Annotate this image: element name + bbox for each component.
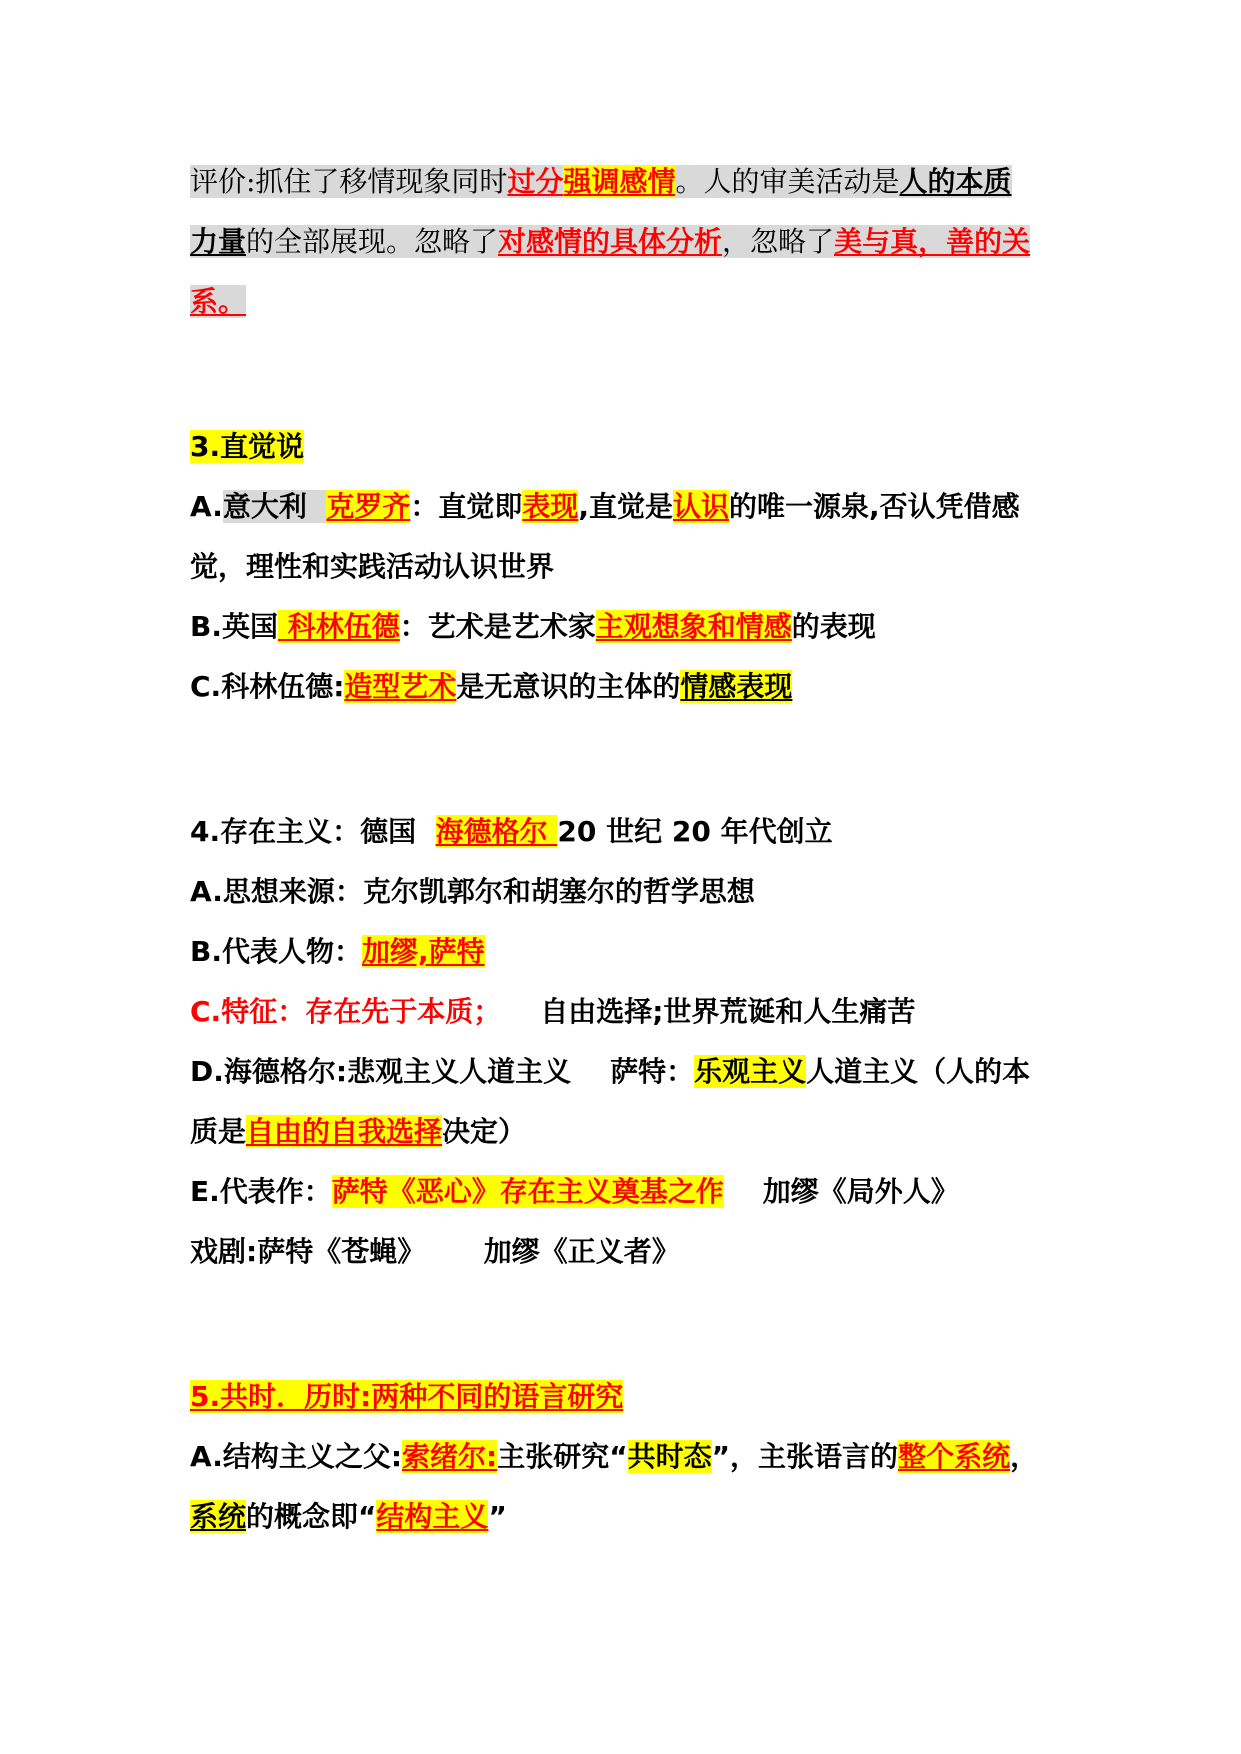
- section3-b-country: 英国: [221, 610, 278, 643]
- section4-heidegger: 海德格尔: [435, 815, 558, 848]
- eval-essence: 人的本质: [899, 165, 1012, 198]
- section4-b-label: B.: [190, 935, 222, 968]
- section4-d-optimism: 乐观主义: [694, 1055, 807, 1088]
- section5-a-text-2: 主张研究“: [497, 1440, 628, 1473]
- section3-c-line: [190, 667, 1070, 707]
- section4-b-figures: 加缪,萨特: [362, 935, 485, 968]
- eval-text-4: ，忽略了: [722, 225, 835, 258]
- section3-b-text-1: ：艺术是艺术家: [399, 610, 596, 643]
- section4-title: 存在主义：德国: [220, 815, 417, 848]
- section4-d-text-2: 人道主义（人的本: [806, 1055, 1031, 1088]
- section3-c-plastic-art: 造型艺术: [344, 670, 457, 703]
- section3-c-text-1: 科林伍德:: [221, 670, 345, 703]
- section5-a-whole-system: 整个系统: [898, 1440, 1011, 1473]
- section4-century: 世纪: [596, 815, 672, 848]
- section5-heading: 5.共时．历时:两种不同的语言研究: [190, 1380, 624, 1413]
- section3-b-label: B.: [190, 610, 222, 643]
- eval-power: 力量: [190, 225, 247, 258]
- section3-a-country: 意大利: [222, 490, 307, 523]
- section4-a-text: 思想来源：克尔凯郭尔和胡塞尔的哲学思想: [222, 875, 755, 908]
- section4-d-text-3: 质是: [190, 1115, 247, 1148]
- section3-heading-line: [190, 427, 1070, 467]
- section4-founded: 年代创立: [710, 815, 833, 848]
- section5-a-text-1: 结构主义之父:: [222, 1440, 403, 1473]
- eval-highlight-emotion: 强调感情: [563, 165, 676, 198]
- section5-a-close-quote: ”: [488, 1500, 507, 1533]
- section4-b-text: 代表人物：: [221, 935, 362, 968]
- section3-b-collingwood: 科林伍德: [278, 610, 400, 643]
- eval-text: 评价:抓住了移情现象同时: [190, 165, 508, 198]
- section4-number: 4.: [190, 815, 221, 848]
- section5-a-line-1: [190, 1437, 1070, 1477]
- section4-d-text-4: 决定）: [442, 1115, 527, 1148]
- section3-b-line: [190, 607, 1070, 647]
- eval-highlight-overemphasis: 过分: [507, 165, 564, 198]
- section3-c-label: C.: [190, 670, 222, 703]
- section5-a-text-4: 的概念即“: [246, 1500, 377, 1533]
- section3-a-expression: 表现: [522, 490, 579, 523]
- section5-a-system: 系统: [190, 1500, 247, 1533]
- section4-e-nausea: 萨特《恶心》存在主义奠基之作: [331, 1175, 724, 1208]
- eval-text-3: 的全部展现。忽略了: [246, 225, 499, 258]
- section5-heading-line: [190, 1377, 1070, 1417]
- section5-a-label: A.: [190, 1440, 223, 1473]
- section4-e-label: E.: [190, 1175, 220, 1208]
- section4-e-text: 代表作：: [219, 1175, 332, 1208]
- section4-c-text: 自由选择;世界荒诞和人生痛苦: [540, 995, 916, 1028]
- section3-b-imagination: 主观想象和情感: [595, 610, 792, 643]
- section4-heading-line: [190, 812, 1070, 852]
- section3-a-line-2: [190, 547, 1070, 587]
- section4-d-line-2: [190, 1112, 1070, 1152]
- eval-text-2: 。人的审美活动是: [675, 165, 900, 198]
- section4-year-2: 20: [671, 815, 711, 848]
- section3-c-text-2: 是无意识的主体的: [456, 670, 681, 703]
- section5-a-saussure: 索绪尔:: [402, 1440, 498, 1473]
- section4-drama-line: [190, 1232, 1070, 1272]
- section4-c-label: C.: [190, 995, 222, 1028]
- section4-a-label: A.: [190, 875, 223, 908]
- section4-d-line-1: [190, 1052, 1070, 1092]
- section3-a-text-3: 的唯一源泉,否认凭借感: [729, 490, 1020, 523]
- section4-d-sartre: 萨特：: [610, 1055, 695, 1088]
- section4-c-feature: 特征：存在先于本质；: [221, 995, 502, 1028]
- section5-a-line-2: [190, 1497, 1070, 1537]
- section3-a-label: A.: [190, 490, 223, 523]
- section4-d-free-choice: 自由的自我选择: [246, 1115, 443, 1148]
- section3-a-croce: 克罗齐: [326, 490, 411, 523]
- section4-e-stranger: 加缪《局外人》: [762, 1175, 959, 1208]
- section3-c-emotional-expression: 情感表现: [680, 670, 793, 703]
- section3-heading: 3.直觉说: [190, 430, 305, 463]
- section4-d-text-1: 海德格尔:悲观主义人道主义: [223, 1055, 572, 1088]
- section5-a-comma: ，: [1010, 1440, 1039, 1473]
- section3-b-text-2: 的表现: [791, 610, 876, 643]
- section4-e-line: [190, 1172, 1070, 1212]
- section4-c-line: [190, 992, 1070, 1032]
- eval-highlight-beauty-truth: 美与真，善的关: [834, 225, 1031, 258]
- section4-d-label: D.: [190, 1055, 224, 1088]
- eval-highlight-analysis: 对感情的具体分析: [498, 225, 723, 258]
- section4-year-1: 20: [557, 815, 597, 848]
- section3-a-knowledge: 认识: [673, 490, 730, 523]
- section4-drama-sartre: 戏剧:萨特《苍蝇》: [190, 1235, 426, 1268]
- eval-line-1: [190, 162, 1070, 202]
- section5-a-structuralism: 结构主义: [376, 1500, 489, 1533]
- eval-line-3: [190, 282, 1070, 322]
- section5-a-text-3: ”，主张语言的: [711, 1440, 899, 1473]
- section3-a-text-4: 觉，理性和实践活动认识世界: [190, 550, 555, 583]
- section5-a-synchrony: 共时态: [627, 1440, 712, 1473]
- section3-a-text-2: ,直觉是: [578, 490, 674, 523]
- eval-highlight-relation: 系。: [190, 285, 247, 318]
- eval-line-2: [190, 222, 1070, 262]
- section4-b-line: [190, 932, 1070, 972]
- section3-a-line-1: [190, 487, 1070, 527]
- section3-a-text-1: ：直觉即: [410, 490, 523, 523]
- section4-a-line: [190, 872, 1070, 912]
- section4-drama-camus: 加缪《正义者》: [483, 1235, 680, 1268]
